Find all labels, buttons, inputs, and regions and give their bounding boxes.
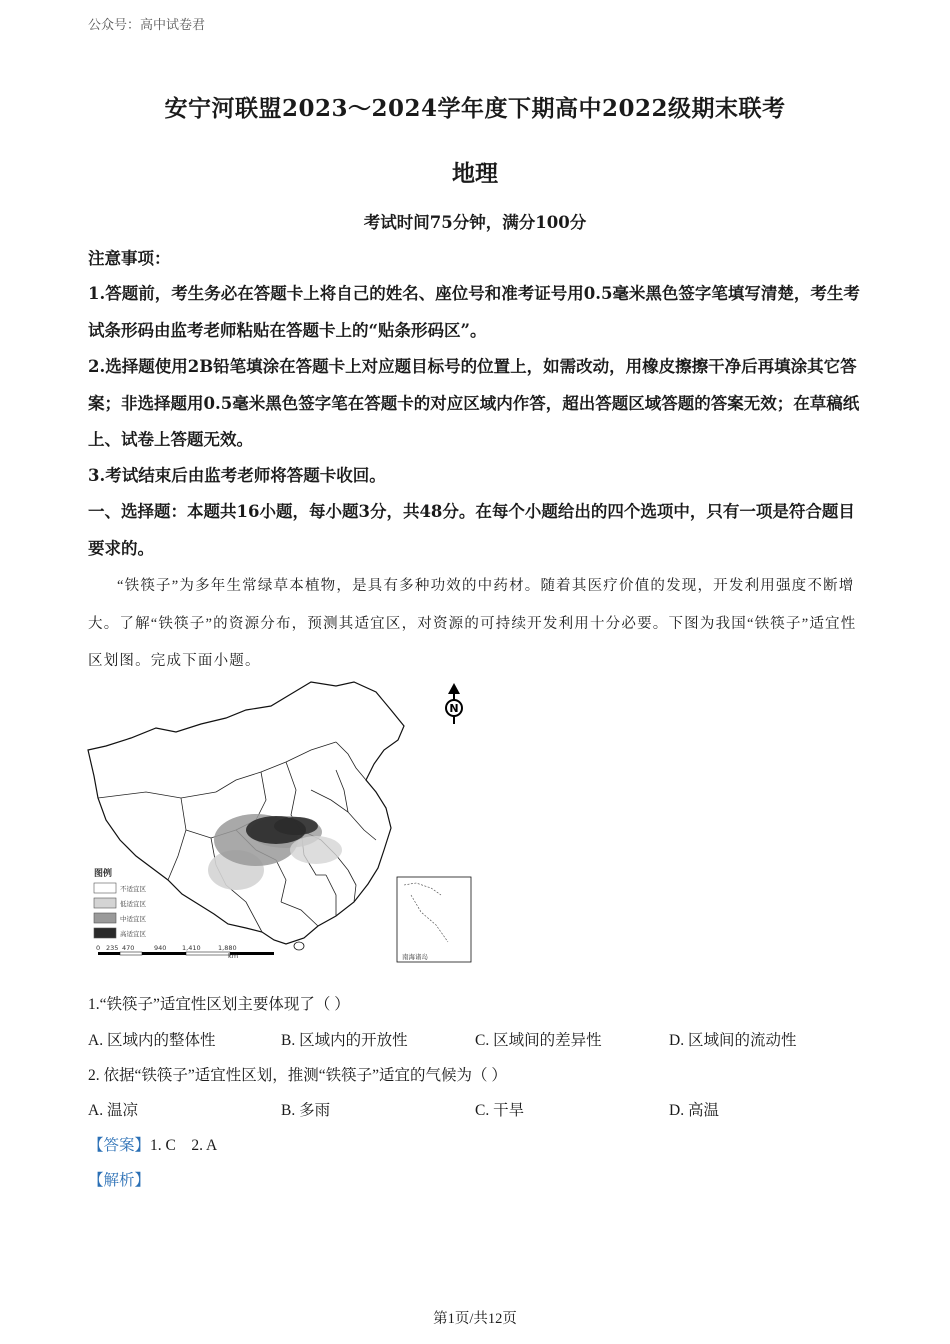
- question-2-option-a: A. 温凉: [88, 1102, 138, 1119]
- section-heading: 一、选择题：本题共16小题，每小题3分，共48分。在每个小题给出的四个选项中，只有一项是符合题目要求的。: [88, 502, 855, 558]
- scale-tick: 470: [122, 944, 135, 952]
- exam-time: 考试时间75分钟，满分100分: [363, 213, 587, 232]
- legend-item: [94, 898, 147, 908]
- analysis-tag: 【解析】: [88, 1172, 151, 1189]
- legend-label: 低适宜区: [120, 900, 146, 908]
- question-1-option-a: A. 区域内的整体性: [88, 1032, 216, 1049]
- legend-label: 高适宜区: [120, 930, 146, 938]
- answer-line: [88, 1133, 217, 1155]
- question-1-option-d: D. 区域间的流动性: [669, 1032, 797, 1049]
- scale-tick: 235: [106, 944, 119, 952]
- legend-title: 图例: [94, 869, 113, 879]
- answer-tag: 【答案】: [88, 1137, 151, 1154]
- question-2-stem: 2. 依据“铁筷子”适宜性区划，推测“铁筷子”适宜的气候为（ ）: [88, 1067, 507, 1084]
- answer-text: 1. C 2. A: [150, 1137, 218, 1154]
- north-arrow-icon: [446, 683, 462, 724]
- question-2-option-b: B. 多雨: [281, 1102, 331, 1119]
- question-1-option-c: C. 区域间的差异性: [475, 1032, 602, 1049]
- suitability-map: [86, 680, 476, 965]
- legend-swatch: [94, 898, 116, 908]
- legend-item: [94, 913, 147, 923]
- exam-title: 安宁河联盟2023～2024学年度下期高中2022级期末联考: [164, 95, 786, 122]
- notice-item-2: 2.选择题使用2B铅笔填涂在答题卡上对应题目标号的位置上，如需改动，用橡皮擦擦干净后再填涂其它答案；非选择题用0.5毫米黑色签字笔在答题卡的对应区域内作答，超出答题区域答题的答案无效；在草稿纸上、试卷上答题无效。: [88, 357, 860, 449]
- inset-label: 南海诸岛: [402, 953, 428, 961]
- legend-label: 不适宜区: [120, 885, 146, 893]
- question-1-option-b: B. 区域内的开放性: [281, 1032, 408, 1049]
- legend-swatch: [94, 883, 116, 893]
- intro-passage: “铁筷子”为多年生常绿草本植物，是具有多种功效的中药材。随着其医疗价值的发现，开发利用强度不断增大。了解“铁筷子”的资源分布，预测其适宜区，对资源的可持续开发利用十分必要。下图为我国“铁筷子”适宜性区划图。完成下面小题。: [88, 578, 857, 669]
- notice-heading: 注意事项：: [88, 249, 171, 268]
- legend-item: [94, 928, 147, 938]
- scale-tick: 940: [154, 944, 167, 952]
- page-footer: 第1页/共12页: [433, 1311, 517, 1327]
- analysis-line: [88, 1168, 150, 1190]
- scale-tick: 0: [96, 944, 101, 952]
- scale-tick: 1,410: [182, 944, 201, 952]
- legend-swatch: [94, 913, 116, 923]
- scale-bar: [96, 944, 274, 960]
- question-1-stem: 1.“铁筷子”适宜性区划主要体现了（ ）: [88, 996, 350, 1013]
- north-label: N: [449, 702, 459, 715]
- header-label: 公众号：高中试卷君: [88, 17, 206, 32]
- scale-tick: 1,880: [218, 944, 237, 952]
- scale-unit: km: [228, 952, 239, 960]
- legend-label: 中适宜区: [120, 915, 146, 923]
- question-2-option-c: C. 干旱: [475, 1102, 525, 1119]
- subject-title: 地理: [452, 160, 498, 187]
- legend-item: [94, 883, 147, 893]
- notice-item-3: 3.考试结束后由监考老师将答题卡收回。: [88, 466, 386, 485]
- question-2-option-d: D. 高温: [669, 1102, 719, 1119]
- notice-item-1: 1.答题前，考生务必在答题卡上将自己的姓名、座位号和准考证号用0.5毫米黑色签字笔填写清楚，考生考试条形码由监考老师粘贴在答题卡上的“贴条形码区”。: [88, 284, 860, 340]
- legend-swatch: [94, 928, 116, 938]
